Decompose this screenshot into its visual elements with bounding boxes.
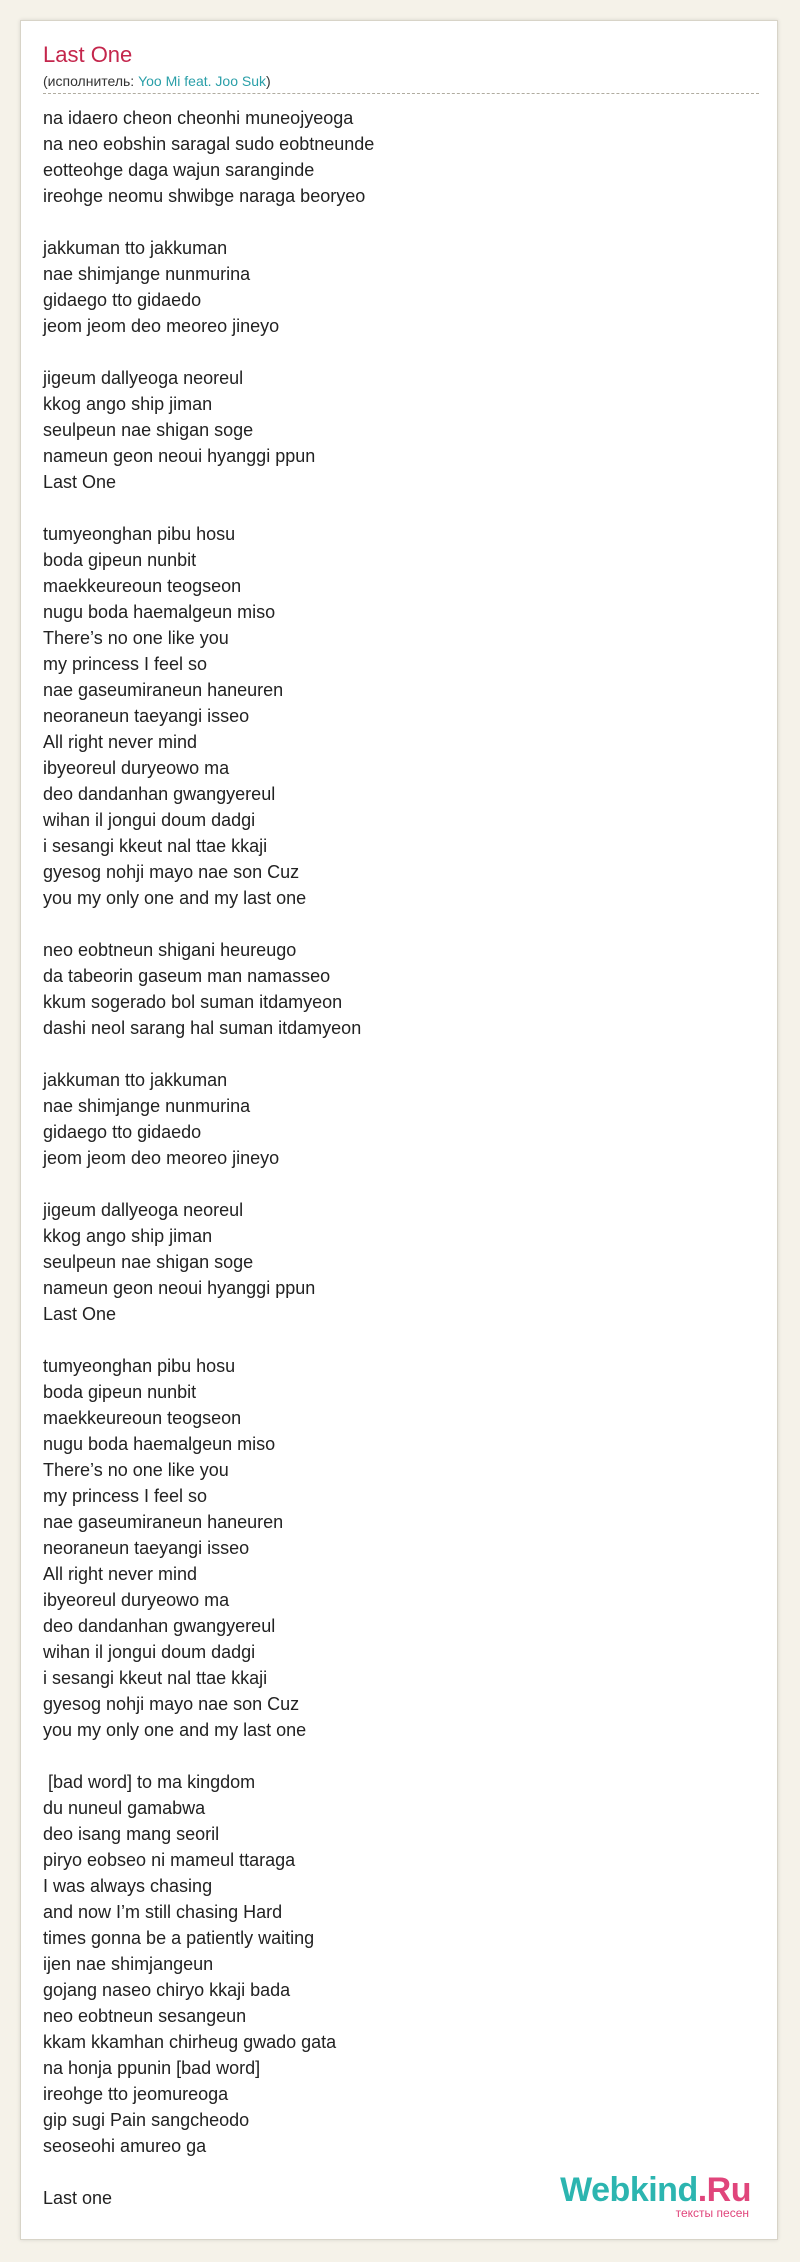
stanza-gap [43, 1171, 759, 1197]
lyric-line: i sesangi kkeut nal ttae kkaji [43, 1668, 268, 1688]
lyric-line: gyesog nohji mayo nae son Cuz [43, 862, 300, 882]
song-title: Last One [43, 42, 133, 67]
stanza-gap [43, 1327, 759, 1353]
lyric-line: gojang naseo chiryo kkaji bada [43, 1980, 291, 2000]
lyrics-card [20, 20, 778, 2240]
lyric-line: na neo eobshin saragal sudo eobtneunde [43, 134, 375, 154]
lyric-line: i sesangi kkeut nal ttae kkaji [43, 836, 268, 856]
lyric-line: ibyeoreul duryeowo ma [43, 758, 230, 778]
lyric-line: boda gipeun nunbit [43, 550, 197, 570]
lyric-line: boda gipeun nunbit [43, 1382, 197, 1402]
lyric-line: nugu boda haemalgeun miso [43, 602, 276, 622]
lyric-line: gip sugi Pain sangcheodo [43, 2110, 250, 2130]
lyric-line: na idaero cheon cheonhi muneojyeoga [43, 108, 354, 128]
lyric-line: jakkuman tto jakkuman [43, 238, 228, 258]
lyric-line: dashi neol sarang hal suman itdamyeon [43, 1018, 362, 1038]
lyric-line: ireohge neomu shwibge naraga beoryeo [43, 186, 366, 206]
lyric-line: na honja ppunin [bad word] [43, 2058, 261, 2078]
lyric-line: tumyeonghan pibu hosu [43, 1356, 236, 1376]
lyric-line: neo eobtneun shigani heureugo [43, 940, 297, 960]
lyric-line: da tabeorin gaseum man namasseo [43, 966, 331, 986]
lyric-line: deo dandanhan gwangyereul [43, 784, 276, 804]
lyric-line: nameun geon neoui hyanggi ppun [43, 446, 316, 466]
stanza-gap [43, 911, 759, 937]
lyric-line: tumyeonghan pibu hosu [43, 524, 236, 544]
lyric-line: maekkeureoun teogseon [43, 576, 242, 596]
lyric-line: neoraneun taeyangi isseo [43, 706, 250, 726]
lyric-line: gyesog nohji mayo nae son Cuz [43, 1694, 300, 1714]
lyric-line: [bad word] to ma kingdom [43, 1772, 256, 1792]
logo-main-text: Webkind [560, 2171, 698, 2209]
lyric-line: jakkuman tto jakkuman [43, 1070, 228, 1090]
lyric-line: seulpeun nae shigan soge [43, 1252, 254, 1272]
lyric-line: eotteohge daga wajun saranginde [43, 160, 315, 180]
lyric-line: jeom jeom deo meoreo jineyo [43, 316, 280, 336]
lyric-line: ijen nae shimjangeun [43, 1954, 214, 1974]
lyric-line: Last One [43, 1304, 117, 1324]
lyric-line: All right never mind [43, 732, 198, 752]
logo-tld-text: .Ru [697, 2171, 751, 2209]
webkind-logo[interactable] [560, 2173, 751, 2219]
lyric-line: nae gaseumiraneun haneuren [43, 1512, 284, 1532]
lyric-line: seoseohi amureo ga [43, 2136, 207, 2156]
lyric-line: nae gaseumiraneun haneuren [43, 680, 284, 700]
lyric-line: wihan il jongui doum dadgi [43, 1642, 256, 1662]
stanza-gap [43, 495, 759, 521]
lyric-line: Last One [43, 472, 117, 492]
lyric-line: piryo eobseo ni mameul ttaraga [43, 1850, 296, 1870]
lyric-line: maekkeureoun teogseon [43, 1408, 242, 1428]
stanza-gap [43, 1743, 759, 1769]
stanza-gap [43, 1041, 759, 1067]
lyric-line: times gonna be a patiently waiting [43, 1928, 315, 1948]
lyric-line: nugu boda haemalgeun miso [43, 1434, 276, 1454]
artist-byline [43, 72, 271, 90]
lyric-line: kkog ango ship jiman [43, 1226, 213, 1246]
lyric-line: jigeum dallyeoga neoreul [43, 1200, 244, 1220]
artist-link[interactable]: Yoo Mi feat. Joo Suk [138, 73, 266, 89]
lyric-line: All right never mind [43, 1564, 198, 1584]
lyric-line: neoraneun taeyangi isseo [43, 1538, 250, 1558]
lyric-line: ireohge tto jeomureoga [43, 2084, 229, 2104]
lyric-line: my princess I feel so [43, 1486, 208, 1506]
lyric-line: kkam kkamhan chirheug gwado gata [43, 2032, 337, 2052]
lyric-line: nae shimjange nunmurina [43, 264, 251, 284]
lyric-line: deo dandanhan gwangyereul [43, 1616, 276, 1636]
byline-prefix: (исполнитель: [43, 73, 139, 89]
lyric-line: jeom jeom deo meoreo jineyo [43, 1148, 280, 1168]
stanza-gap [43, 209, 759, 235]
lyric-line: wihan il jongui doum dadgi [43, 810, 256, 830]
lyric-line: du nuneul gamabwa [43, 1798, 206, 1818]
lyric-line: I was always chasing [43, 1876, 213, 1896]
lyric-line: my princess I feel so [43, 654, 208, 674]
title-divider [43, 93, 759, 94]
byline-suffix: ) [266, 73, 271, 89]
lyric-line: gidaego tto gidaedo [43, 1122, 202, 1142]
lyrics-body [43, 105, 759, 2211]
logo-tagline: тексты песен [675, 2206, 749, 2220]
lyric-line: nameun geon neoui hyanggi ppun [43, 1278, 316, 1298]
logo-wordmark [560, 2173, 751, 2207]
lyric-line: deo isang mang seoril [43, 1824, 220, 1844]
lyric-line: kkog ango ship jiman [43, 394, 213, 414]
lyric-line: you my only one and my last one [43, 888, 307, 908]
lyric-line: and now I’m still chasing Hard [43, 1902, 283, 1922]
stanza-gap [43, 339, 759, 365]
lyric-line: nae shimjange nunmurina [43, 1096, 251, 1116]
lyric-line: neo eobtneun sesangeun [43, 2006, 247, 2026]
lyric-line: ibyeoreul duryeowo ma [43, 1590, 230, 1610]
lyric-line: seulpeun nae shigan soge [43, 420, 254, 440]
lyric-line: you my only one and my last one [43, 1720, 307, 1740]
lyric-line: gidaego tto gidaedo [43, 290, 202, 310]
lyric-line: Last one [43, 2188, 113, 2208]
lyric-line: jigeum dallyeoga neoreul [43, 368, 244, 388]
lyric-line: There’s no one like you [43, 628, 229, 648]
lyric-line: There’s no one like you [43, 1460, 229, 1480]
lyric-line: kkum sogerado bol suman itdamyeon [43, 992, 343, 1012]
